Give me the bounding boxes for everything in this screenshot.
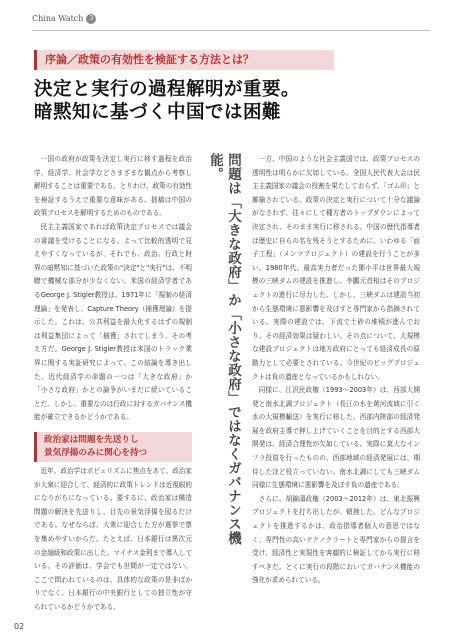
body-paragraph: 民主主義国家であれば政策決定プロセスでは議会の審議を受けることになる。よって比較的透明で見えやすくなっているが、それでも、政治、行政と財界の暗黙知に基づいた政策の"決定"と"実行"は、不明瞭で機械な部分が少なくない。米国の経済学者であるGeorge J. Stigler教授は、1971年に「規制の経済理論」を発表し、Capture Theory（捕獲理論）を提示した。これは、公共利益を最大化するはずの規制は利益集団によって「捕獲」されてしまう、その考え方だ。George J. Stigler教授は米国のトラック業界に関する実証研究によって、この結論を導き出した。近代経済学の命題の一つは「大きな政府」か「小さな政府」かとの論争がいまだに続いていることだ。しかし、重要なのは行政に対するガバナンス機能が確立できるかどうかである。 (34, 222, 192, 422)
body-paragraph: 一方、中国のような社会主義国では、政策プロセスの透明性は明らかに欠如している。全国人民代表大会は民主主義国家の議会の役割を果たしておらず、「ゴム印」と揶揄されている。政策の決定と実行について十分な議論がなされず、往々にして種方者のトップダウンによって決定され、そのまま実行に移される。中国の歴代指導者は歴史に自らの名を残そうとするために、いわゆる「面子工程」（メンツプロジェクト）の建設を行うことが多い。1980年代、最高実力者だった鄧小平は世界最大規模の三峡ダムの建設を推進し、李鵬元首相はそのプロジェクトの進行に尽力した。しかし、三峡ダムは建設当初から生態環境に悪影響を及ぼすと専門家から指摘されている。実際の建設では、下流で土砂の堆積が進んでおり、その経済効果は疑わしい。その点について、大規模な建設プロジェクトは地方政府にとっても経済成長の原動力として必要とされている。今世紀のビッグプロジェクトは負の遺産となっているかもしれない。 (252, 155, 420, 381)
left-column-upper (34, 153, 192, 430)
header-divider (32, 30, 430, 31)
body-paragraph: 一国の政府が政策を決定し実行に移す過程を政治学、経済学、社会学などさまざまな観点から考察し解明することは重要である。とりわけ、政策の有効性を検証するうえで重要な意味がある。拙稿は中国の政策プロセスを解明するためのものである。 (34, 155, 192, 218)
section-heading (34, 432, 192, 462)
subtitle-banner: 序論／政策の有効性を検証する方法とは？ (34, 50, 334, 70)
article-title (34, 78, 434, 124)
publication-name: China Watch (32, 14, 84, 23)
section-heading-line-2: 景気浮揚のみに関心を持つ (44, 447, 148, 458)
body-paragraph: さらに、胡錦濤政権（2003～2012年）は、東北振興プロジェクトを打ち出したが、頓挫した。どんなプロジェクトを推進するかは、政治指導者個人の意思ではなく、専門性の高いテクノクラートと専門家からの提言を受け、経済性と実現性を客観的に検証してから実行に移すべきだ。とくに実行の段階においてガバナンス機能の強化が求められている。 (252, 494, 420, 585)
body-paragraph: 近年、政治学はポピュリズムに焦点をあて、政治家が大衆に迎合して、経済的に政策トレンドは近視眼的になりがちになっている。要するに、政治家は構造問題の解決を先送りし、目先の景気浮揚を図るだけである。なぜならば、大衆に迎合した方が選挙で票を集めやすいからだ。たとえば、日本銀行は異次元の金融緩和政策に出した。マイナス金利まで導入している。その評価は、学会でも世間が一定ではない。ここで問われているのは、具体的な政策の是非ばかりでなく、日本銀行の中央銀行としての独立性が守られているかどうかである。 (34, 467, 192, 611)
page-number: 02 (14, 622, 25, 631)
right-column (252, 153, 420, 623)
left-column-lower (34, 465, 192, 620)
pull-quote: 問題は「大きな政府」か「小さな政府」ではなくガバナンス機能。 (207, 153, 241, 545)
title-line-1: 決定と実行の過程解明が重要。 (34, 79, 301, 100)
section-heading-line-1: 政治家は問題を先送りし (44, 435, 139, 445)
body-paragraph: 同様に、江沢民政権（1993～2003年）は、西部大開発と南水北調プロジェクト（長江の水を黄河流域に引く水の大規模輸送）を実行に移した。西部内陸部の経済発展を政府主導で押し上げていくことを目的とする西部大開発は、経済合理性が欠如している。実際に莫大なインフラ投資を行ったものの、西部地域の経済発展には、期待したほど役立っていない。南水北調にしても三峡ダム同様に生態環境に悪影響を及ぼす負の遺産である。 (252, 386, 420, 490)
title-line-2: 暗黙知に基づく中国では困難 (34, 102, 282, 123)
header-label (32, 14, 96, 24)
section-number-badge: 3 (86, 14, 96, 24)
